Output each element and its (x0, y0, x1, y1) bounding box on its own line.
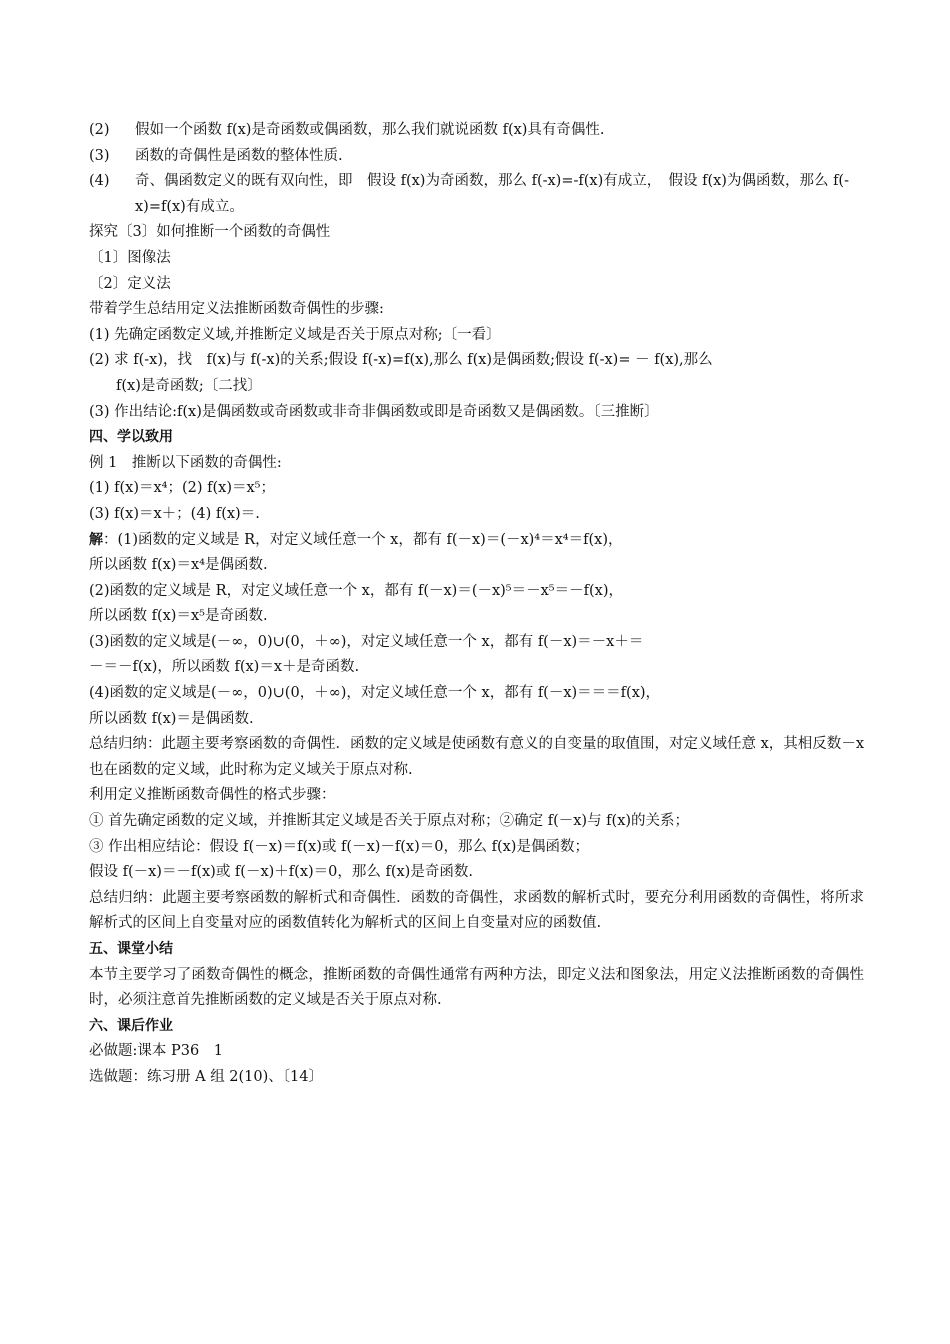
solution-1-text: ：(1)函数的定义域是 R，对定义域任意一个 x，都有 f(－x)＝(－x)⁴＝x⁴＝f(x)， (103, 531, 623, 548)
section-heading-summary: 五、课堂小结 (89, 941, 173, 957)
steps-intro: 带着学生总结用定义法推断函数奇偶性的步骤: (89, 301, 384, 318)
solution-3-conclusion: －＝－f(x)，所以函数 f(x)＝x＋是奇函数. (89, 659, 360, 676)
solution-2: (2)函数的定义域是 R，对定义域任意一个 x，都有 f(－x)＝(－x)⁵＝－x⁵＝－f(x)， (89, 582, 623, 599)
method-definition: 〔2〕定义法 (89, 275, 171, 292)
list-item (89, 144, 864, 170)
format-step-1: ① 首先确定函数的定义域，并推断其定义域是否关于原点对称；②确定 f(－x)与 f(x)的关系； (89, 813, 690, 830)
list-item (89, 169, 864, 220)
example-questions-2: (3) f(x)＝x＋；(4) f(x)＝. (89, 505, 260, 522)
solution-1 (89, 528, 864, 554)
method-graph: 〔1〕图像法 (89, 249, 171, 266)
step-2: (2) 求 f(-x)，找 f(x)与 f(-x)的关系;假设 f(-x)=f(x),那么 f(x)是偶函数;假设 f(-x)= － f(x),那么 (89, 352, 713, 369)
solution-2-conclusion: 所以函数 f(x)＝x⁵是奇函数. (89, 608, 268, 625)
summary-paragraph-2: 总结归纳：此题主要考察函数的解析式和奇偶性．函数的奇偶性，求函数的解析式时，要充分利用函数的奇偶性，将所求解析式的区间上自变量对应的函数值转化为解析式的区间上自变量对应的函数值. (89, 889, 864, 932)
solution-4: (4)函数的定义域是(－∞，0)∪(0，＋∞)，对定义域任意一个 x，都有 f(－x)＝＝＝f(x)， (89, 685, 661, 702)
explore-heading: 探究〔3〕如何推断一个函数的奇偶性 (89, 224, 331, 241)
format-step-2: ③ 作出相应结论：假设 f(－x)＝f(x)或 f(－x)－f(x)＝0，那么 f(x)是偶函数； (89, 838, 589, 855)
solution-1-conclusion: 所以函数 f(x)＝x⁴是偶函数. (89, 557, 268, 574)
format-steps-title: 利用定义推断函数奇偶性的格式步骤： (89, 787, 336, 804)
homework-optional: 选做题：练习册 A 组 2(10)、〔14〕 (89, 1068, 323, 1085)
document-page (89, 118, 864, 1091)
section-heading-apply: 四、学以致用 (89, 429, 173, 446)
list-number: (3) (89, 147, 110, 164)
list-number: (4) (89, 173, 110, 190)
step-1: (1) 先确定函数定义域,并推断定义域是否关于原点对称;〔一看〕 (89, 326, 501, 343)
class-summary: 本节主要学习了函数奇偶性的概念，推断函数的奇偶性通常有两种方法，即定义法和图象法，用定义法推断函数的奇偶性时，必须注意首先推断函数的定义域是否关于原点对称. (89, 966, 864, 1009)
format-step-3: 假设 f(－x)＝－f(x)或 f(－x)＋f(x)＝0，那么 f(x)是奇函数. (89, 864, 473, 881)
solution-4-conclusion: 所以函数 f(x)＝是偶函数. (89, 710, 254, 727)
list-text: 奇、偶函数定义的既有双向性，即 假设 f(x)为奇函数，那么 f(-x)=-f(x)有成立， 假设 f(x)为偶函数，那么 f(-x)=f(x)有成立。 (135, 173, 849, 215)
example-questions-1: (1) f(x)＝x⁴；(2) f(x)＝x⁵； (89, 480, 275, 497)
step-2-continued: f(x)是奇函数;〔二找〕 (116, 377, 262, 394)
list-text: 假如一个函数 f(x)是奇函数或偶函数，那么我们就说函数 f(x)具有奇偶性. (135, 122, 605, 138)
list-number: (2) (89, 122, 110, 138)
solution-3: (3)函数的定义域是(－∞，0)∪(0，＋∞)，对定义域任意一个 x，都有 f(－x)＝－x＋＝ (89, 633, 644, 650)
list-item (89, 118, 864, 144)
example-title: 例 1 推断以下函数的奇偶性: (89, 454, 282, 471)
section-heading-homework: 六、课后作业 (89, 1017, 173, 1034)
step-3: (3) 作出结论:f(x)是偶函数或奇函数或非奇非偶函数或即是奇函数又是偶函数。〔三推断〕 (89, 403, 659, 420)
list-text: 函数的奇偶性是函数的整体性质. (135, 147, 343, 164)
summary-paragraph-1: 总结归纳：此题主要考察函数的奇偶性．函数的定义域是使函数有意义的自变量的取值围，对定义域任意 x，其相反数－x 也在函数的定义域，此时称为定义域关于原点对称. (89, 736, 864, 778)
solution-label: 解 (89, 531, 103, 548)
homework-required: 必做题:课本 P36 1 (89, 1043, 223, 1060)
